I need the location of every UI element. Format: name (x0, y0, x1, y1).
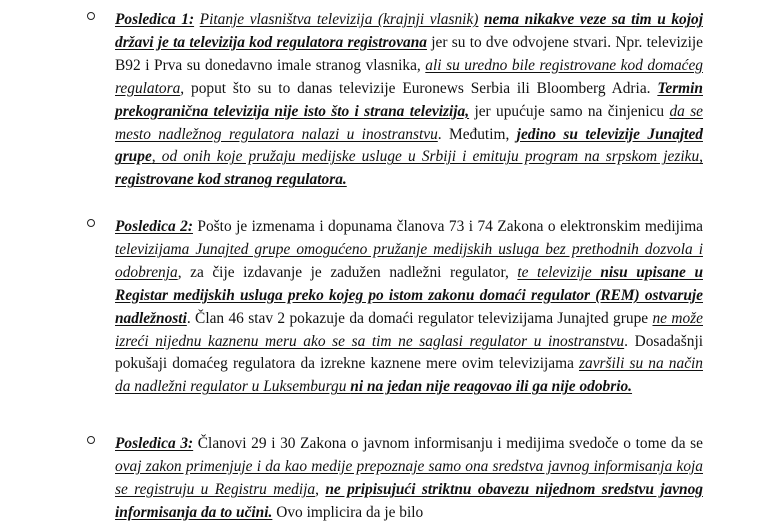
hollow-bullet-icon (87, 436, 95, 444)
paragraph-posledica-3 (115, 433, 703, 525)
text-run: jedino su televizije Junajted grupe (115, 125, 703, 166)
text-run: ni na jedan nije reagovao ili ga nije odobrio. (350, 378, 633, 396)
text-run: Pošto je izmenama i dopunama članova 73 i 74 Zakona o elektronskim medijima (192, 218, 703, 235)
text-run: te televizije (517, 263, 601, 281)
text-run: da se mesto nadležnog regulatora nalazi u inostranstvu (115, 102, 704, 143)
paragraph-posledica-2 (115, 216, 703, 399)
text-run: , od onih koje pružaju medijske usluge u Srbiji i emituju program na srpskom jeziku, (151, 148, 703, 166)
text-run: ali su uredno bile registrovane kod domaćeg regulatora (115, 56, 703, 97)
text-run: ovaj zakon primenjuje i da kao medije prepoznaje samo ona sredstva javnog informisanja koja se registruju u Registru medija (115, 457, 703, 498)
text-run: Pitanje vlasništva televizija (krajnji vlasnik) (199, 11, 479, 28)
text-run: . Član 46 stav 2 pokazuje da domaći regulator televizijama Junajted grupe (186, 309, 653, 327)
text-run: . Međutim, (437, 125, 517, 143)
text-run: nema nikakve veze sa tim u kojoj državi je ta televizija kod regulatora registrovana (115, 11, 703, 51)
text-run: Članovi 29 i 30 Zakona o javnom informisanju i medijima svedoče o tome da se (193, 435, 703, 452)
text-run: , (315, 480, 326, 498)
text-run: televizijama Junajted grupe omogućeno pružanje medijskih usluga bez prethodnih dozvola i odobrenja (115, 240, 703, 281)
text-run: jer su to dve odvojene stvari. Npr. televizije B92 i Prva su donedavno imale stranog vlasnika, (115, 33, 703, 74)
text-run: nisu upisane u Registar medijskih usluga preko kojeg po istom zakonu domaći regulator (REM) ostvaruje nadležnosti (115, 263, 703, 327)
text-run: Termin prekogranična televizija nije isto što i strana televizija, (115, 79, 703, 120)
text-run: ne pripisujući striktnu obavezu nijednom sredstvu javnog informisanja da to učini. (115, 480, 703, 521)
hollow-bullet-icon (87, 12, 95, 20)
text-run: Posledica 3: (115, 435, 194, 452)
text-run: jer upućuje samo na činjenicu (469, 102, 670, 120)
text-run: Posledica 1: (115, 11, 195, 28)
hollow-bullet-icon (87, 219, 95, 227)
text-run: Posledica 2: (115, 218, 193, 235)
text-run: završili su na način da nadležni regulator u Luksemburgu (115, 355, 703, 396)
text-run: , poput što su to danas televizije Euronews Serbia ili Bloomberg Adria. (180, 79, 658, 97)
paragraph-posledica-1 (115, 9, 703, 192)
text-run: , za čije izdavanje je zadužen nadležni regulator, (177, 263, 518, 281)
text-run: Ovo implicira da je bilo (272, 503, 424, 521)
text-run: ne može izreći nijednu kaznenu meru ako se sa tim ne saglasi regulator u inostranstvu (115, 309, 703, 350)
text-run: . Dosadašnji pokušaji domaćeg regulatora da izrekne kaznene mere ovim televizijama (115, 332, 703, 373)
text-run: registrovane kod stranog regulatora. (115, 171, 347, 189)
